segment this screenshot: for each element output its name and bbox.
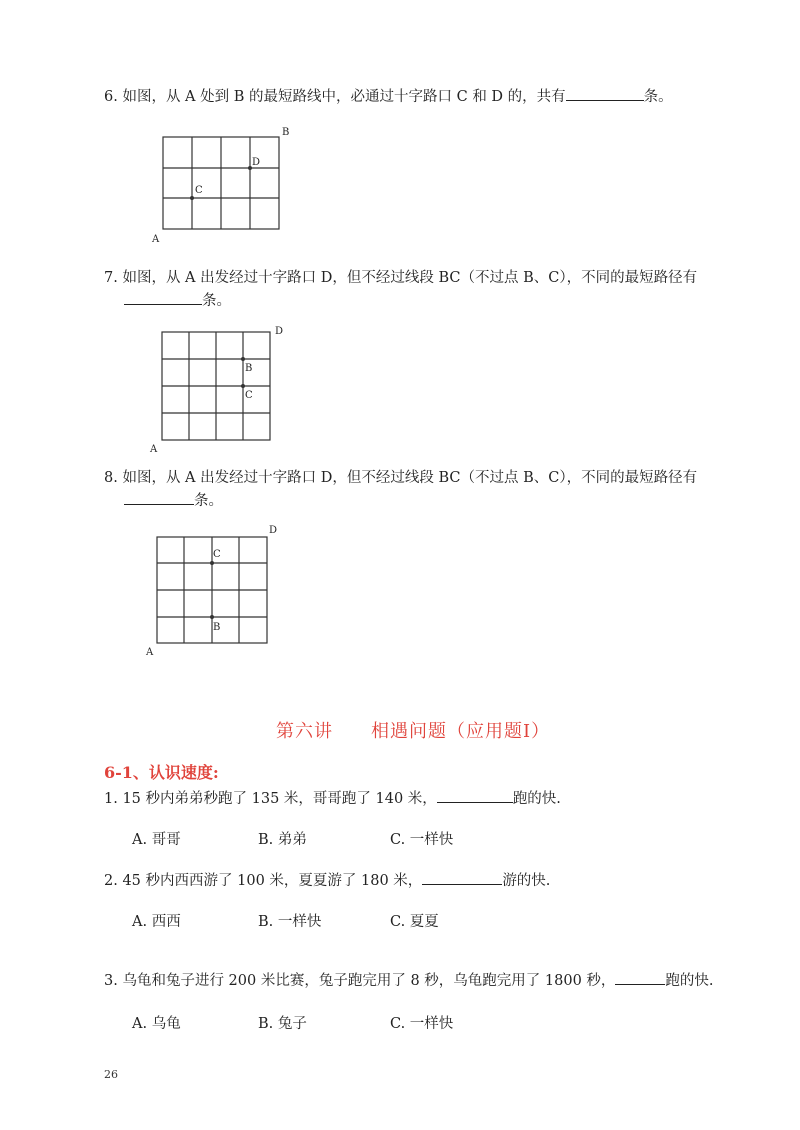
grid-diagram-q8 [142, 522, 292, 657]
question-number: 8. [104, 470, 118, 486]
point-c [210, 561, 214, 565]
question-suffix: 条。 [202, 293, 231, 309]
grid-diagram-q6 [148, 125, 298, 250]
answer-blank[interactable] [437, 788, 513, 803]
label-c: C [245, 390, 253, 401]
problem-1 [104, 788, 561, 809]
problem-text: 15 秒内弟弟秒跑了 135 米，哥哥跑了 140 米， [122, 791, 437, 807]
label-b: B [213, 622, 221, 633]
option-a[interactable]: A. 西西 [132, 914, 181, 930]
question-8-line2 [124, 490, 223, 511]
lecture-title: 第六讲 相遇问题（应用题Ⅰ） [276, 721, 551, 742]
question-text: 如图，从 A 出发经过十字路口 D，但不经过线段 BC（不过点 B、C），不同的最短路径有 [122, 470, 698, 486]
label-a: A [152, 234, 160, 245]
question-6 [104, 86, 673, 107]
option-b[interactable]: B. 兔子 [258, 1016, 307, 1032]
option-b[interactable]: B. 一样快 [258, 914, 322, 930]
label-a: A [150, 444, 158, 455]
problem-number: 3. [104, 973, 118, 989]
option-b[interactable]: B. 弟弟 [258, 832, 307, 848]
question-text: 如图，从 A 处到 B 的最短路线中，必通过十字路口 C 和 D 的，共有 [122, 89, 566, 105]
question-7 [104, 268, 697, 288]
question-text: 如图，从 A 出发经过十字路口 D，但不经过线段 BC（不过点 B、C），不同的最短路径有 [122, 270, 698, 286]
problem-suffix: 跑的快. [665, 973, 714, 989]
option-c[interactable]: C. 夏夏 [390, 914, 439, 930]
answer-blank[interactable] [566, 86, 644, 101]
question-number: 6. [104, 89, 118, 105]
point-c [190, 196, 194, 200]
label-d: D [252, 157, 261, 168]
question-suffix: 条。 [643, 89, 673, 105]
problem-suffix: 跑的快. [512, 791, 561, 807]
option-c[interactable]: C. 一样快 [390, 1016, 454, 1032]
problem-number: 2. [104, 873, 118, 889]
answer-blank[interactable] [124, 490, 194, 505]
page-number: 26 [104, 1068, 118, 1081]
option-a[interactable]: A. 乌龟 [132, 1016, 181, 1032]
question-suffix: 条。 [194, 493, 223, 509]
label-a: A [146, 647, 154, 657]
problem-number: 1. [104, 791, 118, 807]
problem-3 [104, 970, 714, 991]
label-c: C [195, 185, 203, 196]
problem-text: 乌龟和兔子进行 200 米比赛，兔子跑完用了 8 秒，乌龟跑完用了 1800 秒， [122, 973, 616, 989]
grid-diagram-q7 [146, 322, 296, 457]
problem-suffix: 游的快. [502, 873, 551, 889]
label-d: D [269, 525, 278, 536]
answer-blank[interactable] [615, 970, 665, 985]
point-b [241, 357, 245, 361]
label-d: D [275, 326, 284, 337]
answer-blank[interactable] [124, 290, 202, 305]
label-b: B [282, 127, 290, 138]
question-8 [104, 468, 697, 488]
section-title: 6-1、认识速度: [104, 763, 219, 782]
question-7-line2 [124, 290, 231, 311]
point-b [210, 615, 214, 619]
point-c [241, 384, 245, 388]
problem-2 [104, 870, 550, 891]
option-c[interactable]: C. 一样快 [390, 832, 454, 848]
option-a[interactable]: A. 哥哥 [132, 832, 181, 848]
label-b: B [245, 363, 253, 374]
problem-text: 45 秒内西西游了 100 米，夏夏游了 180 米， [122, 873, 423, 889]
answer-blank[interactable] [422, 870, 502, 885]
question-number: 7. [104, 270, 118, 286]
label-c: C [213, 549, 221, 560]
